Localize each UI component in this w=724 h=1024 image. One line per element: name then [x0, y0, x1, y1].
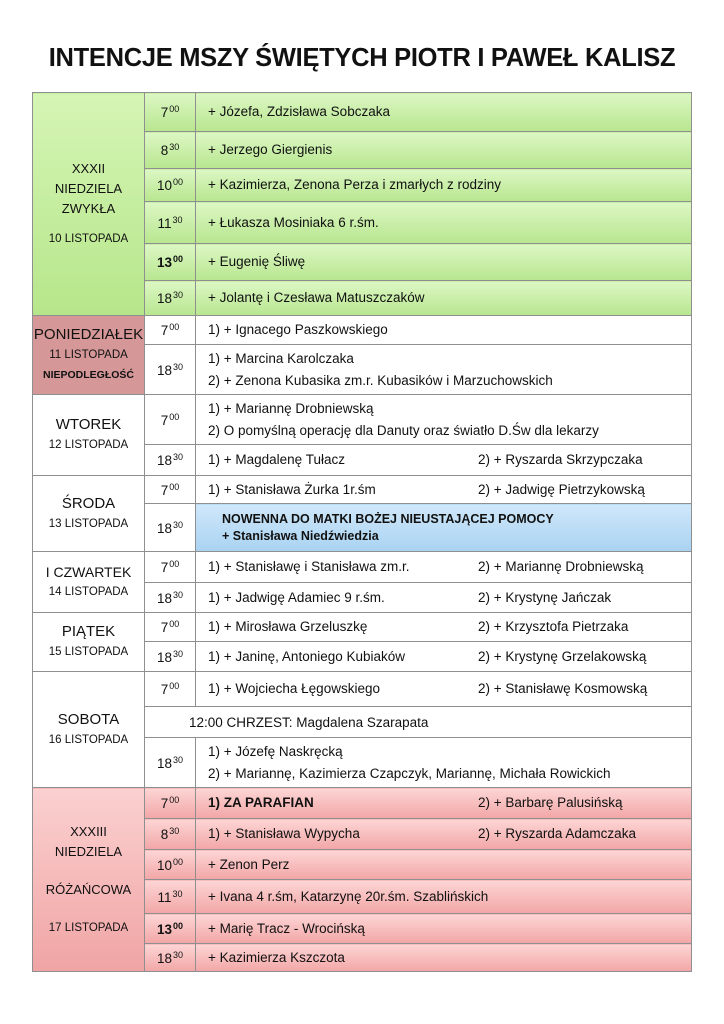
intention: + Kazimierza Kszczota	[196, 944, 692, 972]
day-name-line: XXXIII	[70, 823, 107, 839]
day-note: NIEPODLEGŁOŚĆ	[42, 369, 134, 381]
day-date: 13 LISTOPADA	[48, 517, 129, 530]
intention: + Ivana 4 r.śm, Katarzynę 20r.śm. Szablińskich	[196, 880, 692, 914]
intention: 1) + Wojciecha Łęgowskiego 2) + Stanisławę Kosmowską	[196, 672, 692, 707]
intention: 1) + Marcina Karolczaka 2) + Zenona Kubasika zm.r. Kubasików i Marzuchowskich	[196, 345, 692, 395]
mass-time: $18^{30}$	[145, 642, 196, 672]
mass-time: $18^{30}$	[145, 345, 196, 395]
intention: + Kazimierza, Zenona Perza i zmarłych z rodziny	[196, 169, 692, 202]
mass-time: $7^{00}$	[145, 613, 196, 642]
mass-time: $13^{00}$	[145, 914, 196, 944]
day-thursday-14	[33, 552, 145, 613]
day-tuesday-12	[33, 395, 145, 476]
day-name-line: NIEDZIELA	[54, 843, 123, 859]
intention: 1) + Mariannę Drobniewską 2) O pomyślną operację dla Danuty oraz światło D.Św dla lekarzy	[196, 395, 692, 445]
mass-time: $18^{30}$	[145, 738, 196, 788]
day-date: 15 LISTOPADA	[48, 646, 129, 658]
mass-time: $18^{30}$	[145, 583, 196, 613]
day-name: PIĄTEK	[61, 623, 116, 640]
intention: 1) + Stanisława Wypycha 2) + Ryszarda Adamczaka	[196, 819, 692, 850]
day-sunday-10	[33, 93, 145, 316]
intention: + Eugenię Śliwę	[196, 244, 692, 281]
day-name-line: ZWYKŁA	[61, 201, 116, 216]
intention: 1) + Mirosława Grzeluszkę 2) + Krzysztofa Pietrzaka	[196, 613, 692, 642]
day-name-line: NIEDZIELA	[54, 181, 123, 196]
mass-time: $10^{00}$	[145, 850, 196, 880]
intention: + Józefa, Zdzisława Sobczaka	[196, 93, 692, 132]
day-monday-11	[33, 316, 145, 395]
intention: + Łukasza Mosiniaka 6 r.śm.	[196, 202, 692, 244]
day-name: SOBOTA	[57, 710, 120, 728]
intention: 1) + Ignacego Paszkowskiego	[196, 316, 692, 345]
intention: 1) + Stanisławę i Stanisława zm.r. 2) + Mariannę Drobniewską	[196, 552, 692, 583]
intention: + Zenon Perz	[196, 850, 692, 880]
mass-time: $7^{00}$	[145, 552, 196, 583]
day-sunday-17	[33, 788, 145, 972]
day-date: 11 LISTOPADA	[49, 349, 128, 361]
mass-time: $7^{00}$	[145, 316, 196, 345]
intention: + Jerzego Giergienis	[196, 132, 692, 169]
mass-time: $7^{00}$	[145, 395, 196, 445]
intention: 1) + Stanisława Żurka 1r.śm 2) + Jadwigę Pietrzykowską	[196, 476, 692, 504]
day-name: I CZWARTEK	[45, 564, 132, 580]
mass-time: $11^{30}$	[145, 880, 196, 914]
mass-time: $18^{30}$	[145, 504, 196, 552]
mass-time: $18^{30}$	[145, 281, 196, 316]
mass-time: $11^{30}$	[145, 202, 196, 244]
mass-time: $18^{30}$	[145, 944, 196, 972]
mass-intentions-table	[32, 92, 692, 972]
day-date: 17 LISTOPADA	[48, 921, 129, 934]
baptism-event: 12:00 CHRZEST: Magdalena Szarapata	[145, 707, 692, 738]
intention: + Marię Tracz - Wrocińską	[196, 914, 692, 944]
mass-time: $7^{00}$	[145, 93, 196, 132]
day-name: WTOREK	[55, 416, 122, 433]
day-date: 14 LISTOPADA	[48, 586, 129, 598]
day-date: 12 LISTOPADA	[48, 439, 129, 451]
intention: + Jolantę i Czesława Matuszczaków	[196, 281, 692, 316]
mass-time: $7^{00}$	[145, 476, 196, 504]
day-date: 16 LISTOPADA	[48, 733, 129, 746]
intention: 1) + Magdalenę Tułacz 2) + Ryszarda Skrzypczaka	[196, 445, 692, 476]
mass-time: $7^{00}$	[145, 672, 196, 707]
day-friday-15	[33, 613, 145, 672]
novena-intention: NOWENNA DO MATKI BOŻEJ NIEUSTAJĄCEJ POMOCY + Stanisława Niedźwiedzia	[196, 504, 692, 552]
mass-time: $8^{30}$	[145, 132, 196, 169]
day-name-line: XXXII	[71, 161, 106, 176]
mass-time: $13^{00}$	[145, 244, 196, 281]
day-date: 10 LISTOPADA	[48, 233, 129, 245]
day-name-line: RÓŻAŃCOWA	[45, 881, 132, 897]
mass-time: $18^{30}$	[145, 445, 196, 476]
mass-time: $7^{00}$	[145, 788, 196, 819]
day-name: ŚRODA	[61, 494, 116, 512]
mass-time: $10^{00}$	[145, 169, 196, 202]
intention: 1) + Jadwigę Adamiec 9 r.śm. 2) + Krystynę Jańczak	[196, 583, 692, 613]
page-title: INTENCJE MSZY ŚWIĘTYCH PIOTR I PAWEŁ KALISZ	[48, 44, 676, 72]
day-saturday-16	[33, 672, 145, 788]
intention: 1) + Józefę Naskręcką 2) + Mariannę, Kazimierza Czapczyk, Mariannę, Michała Rowickich	[196, 738, 692, 788]
mass-time: $8^{30}$	[145, 819, 196, 850]
intention: 1) ZA PARAFIAN 2) + Barbarę Palusińską	[196, 788, 692, 819]
day-wednesday-13	[33, 476, 145, 552]
intention: 1) + Janinę, Antoniego Kubiaków 2) + Krystynę Grzelakowską	[196, 642, 692, 672]
day-name: PONIEDZIAŁEK	[33, 326, 144, 343]
